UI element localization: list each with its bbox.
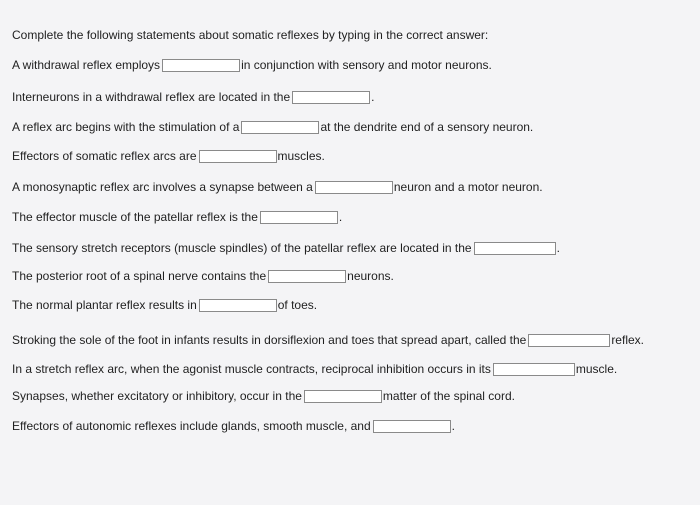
- question-7-after: .: [556, 241, 560, 255]
- answer-input-3[interactable]: [241, 121, 319, 134]
- question-3-before: A reflex arc begins with the stimulation of a: [12, 120, 240, 134]
- question-7-before: The sensory stretch receptors (muscle spindles) of the patellar reflex are located in the: [12, 241, 472, 255]
- answer-input-9[interactable]: [199, 299, 277, 312]
- question-7: [12, 240, 560, 256]
- question-3-after: at the dendrite end of a sensory neuron.: [320, 120, 534, 134]
- question-11: [12, 361, 617, 377]
- answer-input-7[interactable]: [474, 242, 556, 255]
- question-6-before: The effector muscle of the patellar reflex is the: [12, 210, 258, 224]
- question-1-before: A withdrawal reflex employs: [12, 58, 161, 72]
- answer-input-12[interactable]: [304, 390, 382, 403]
- question-3: [12, 119, 533, 135]
- question-10-after: reflex.: [611, 333, 644, 347]
- question-5-after: neuron and a motor neuron.: [393, 180, 543, 194]
- question-9: [12, 297, 317, 313]
- instructions: [12, 27, 488, 43]
- question-2: [12, 89, 375, 105]
- question-6: [12, 209, 342, 225]
- instructions-text: Complete the following statements about somatic reflexes by typing in the correct answer:: [12, 28, 489, 42]
- question-13-before: Effectors of autonomic reflexes include glands, smooth muscle, and: [12, 419, 371, 433]
- question-6-after: .: [338, 210, 343, 224]
- question-1: [12, 57, 492, 73]
- question-2-before: Interneurons in a withdrawal reflex are located in the: [12, 90, 291, 104]
- question-9-after: of toes.: [277, 298, 318, 312]
- question-12-after: matter of the spinal cord.: [382, 389, 515, 403]
- question-5-before: A monosynaptic reflex arc involves a synapse between a: [12, 180, 313, 194]
- answer-input-1[interactable]: [162, 59, 240, 72]
- answer-input-5[interactable]: [315, 181, 393, 194]
- question-13-after: .: [451, 419, 455, 433]
- question-5: [12, 179, 543, 195]
- question-9-before: The normal plantar reflex results in: [12, 298, 197, 312]
- question-8: [12, 268, 394, 284]
- answer-input-10[interactable]: [528, 334, 610, 347]
- question-12: [12, 388, 515, 404]
- question-2-after: .: [371, 90, 375, 104]
- answer-input-11[interactable]: [493, 363, 575, 376]
- question-4-before: Effectors of somatic reflex arcs are: [12, 149, 197, 163]
- answer-input-13[interactable]: [373, 420, 451, 433]
- question-8-after: neurons.: [347, 269, 394, 283]
- question-12-before: Synapses, whether excitatory or inhibitory, occur in the: [12, 389, 302, 403]
- question-11-after: muscle.: [575, 362, 618, 376]
- question-4-after: muscles.: [277, 149, 325, 163]
- answer-input-2[interactable]: [292, 91, 370, 104]
- question-10-before: Stroking the sole of the foot in infants results in dorsiflexion and toes that spread apart, called the: [12, 333, 527, 347]
- answer-input-8[interactable]: [268, 270, 346, 283]
- question-13: [12, 418, 455, 434]
- question-4: [12, 148, 325, 164]
- question-11-before: In a stretch reflex arc, when the agonist muscle contracts, reciprocal inhibition occurs in its: [12, 362, 491, 376]
- question-8-before: The posterior root of a spinal nerve contains the: [12, 269, 267, 283]
- answer-input-6[interactable]: [260, 211, 338, 224]
- question-10: [12, 332, 644, 348]
- question-1-after: in conjunction with sensory and motor neurons.: [241, 58, 492, 72]
- answer-input-4[interactable]: [199, 150, 277, 163]
